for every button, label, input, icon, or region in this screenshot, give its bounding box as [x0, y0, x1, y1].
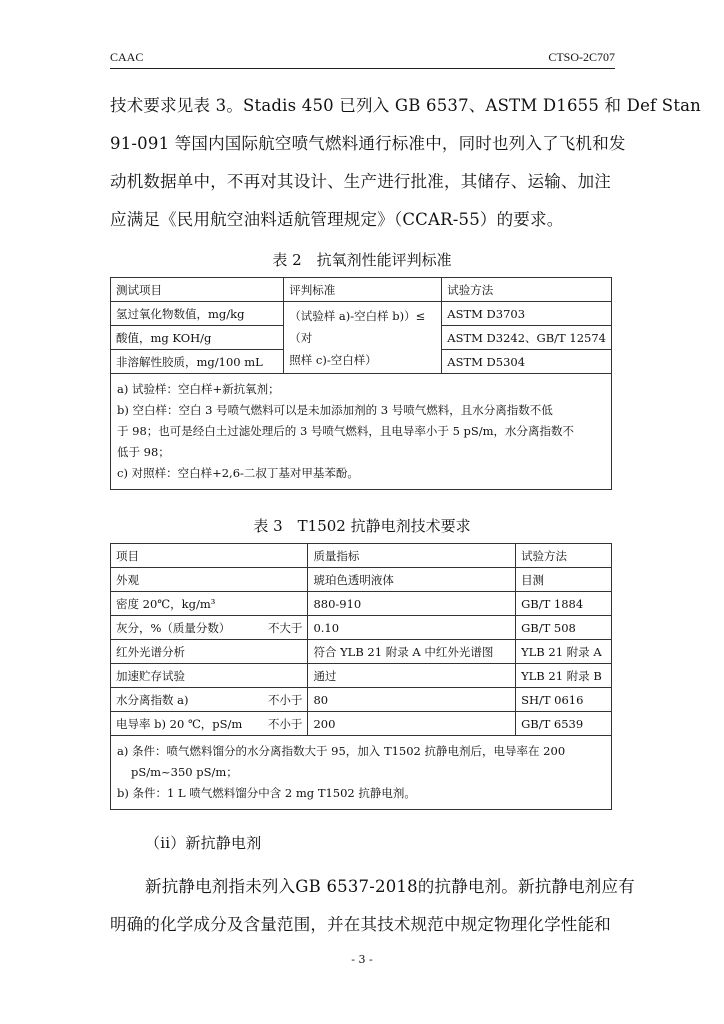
table3-method-cell: GB/T 6539: [516, 712, 612, 736]
table2-notes: [111, 374, 612, 490]
table3-item-cell: [111, 688, 308, 712]
table2-note: 于 98；也可是经白土过滤处理后的 3 号喷气燃料，且电导率小于 5 pS/m，水分离指数不: [117, 424, 575, 438]
table3-item-cell: [111, 712, 308, 736]
table2-method-cell: ASTM D3242、GB/T 12574: [442, 326, 612, 350]
table3-value-cell: 880-910: [308, 592, 516, 616]
table-row: [111, 664, 612, 688]
paragraph1-line: 91-091 等国内国际航空喷气燃料通行标准中，同时也列入了飞机和发: [110, 134, 626, 153]
table3-note: b) 条件：1 L 喷气燃料馏分中含 2 mg T1502 抗静电剂。: [117, 786, 416, 800]
table3-item-cell: [111, 592, 308, 616]
table2-criteria-line: （试验样 a)-空白样 b)）≤（对: [289, 308, 426, 345]
table2-method-cell: ASTM D5304: [442, 350, 612, 374]
table3-method-cell: YLB 21 附录 A: [516, 640, 612, 664]
table2-header-cell: 测试项目: [111, 278, 284, 302]
table3-caption: 表 3 T1502 抗静电剂技术要求: [253, 517, 471, 535]
table3-item-label: 灰分，%（质量分数）: [116, 620, 231, 635]
paragraph1-line: 动机数据单中，不再对其设计、生产进行批准，其储存、运输、加注: [110, 172, 611, 191]
table3-item-label: 加速贮存试验: [116, 668, 185, 683]
table3-method-cell: 目测: [516, 568, 612, 592]
header-right: CTSO-2C707: [548, 50, 615, 64]
paragraph1-line: 应满足《民用航空油料适航管理规定》（CCAR-55）的要求。: [110, 210, 564, 229]
table2-item-cell: 氢过氧化物数值，mg/kg: [111, 302, 284, 326]
table-row: [111, 712, 612, 736]
table3-value-cell: 200: [308, 712, 516, 736]
table2-item-cell: 非溶解性胶质，mg/100 mL: [111, 350, 284, 374]
table3-method-cell: GB/T 1884: [516, 592, 612, 616]
table2-note: b) 空白样：空白 3 号喷气燃料可以是未加添加剂的 3 号喷气燃料，且水分离指数不低: [117, 403, 553, 417]
table3-method-cell: GB/T 508: [516, 616, 612, 640]
table3-header-cell: 质量指标: [308, 544, 516, 568]
table3-note: pS/m~350 pS/m；: [131, 765, 238, 779]
table3-value-cell: 琥珀色透明液体: [308, 568, 516, 592]
table3-method-cell: SH/T 0616: [516, 688, 612, 712]
table-row: [111, 616, 612, 640]
table2-header-cell: 评判标准: [284, 278, 442, 302]
table2-criteria-line: 照样 c)-空白样）: [289, 352, 377, 367]
table3-value-cell: 80: [308, 688, 516, 712]
table3-header-cell: 项目: [111, 544, 308, 568]
table-row: [111, 592, 612, 616]
table3-item-cell: [111, 616, 308, 640]
table3-item-label: 密度 20℃，kg/m³: [116, 596, 216, 611]
table2-note: c) 对照样：空白样+2,6-二叔丁基对甲基苯酚。: [117, 466, 359, 480]
section-heading: （ii）新抗静电剂: [145, 834, 262, 852]
table2-header-row: [111, 278, 612, 302]
header-rule: [110, 68, 615, 69]
table2-notes-row: [111, 374, 612, 490]
table-row: [111, 640, 612, 664]
table3-item-label: 外观: [116, 572, 139, 587]
table3-value-cell: 符合 YLB 21 附录 A 中红外光谱图: [308, 640, 516, 664]
table3-note: a) 条件：喷气燃料馏分的水分离指数大于 95，加入 T1502 抗静电剂后，电导率在 200: [117, 744, 566, 758]
table2: [110, 277, 612, 490]
table2-note: a) 试验样：空白样+新抗氧剂；: [117, 382, 280, 396]
table3-item-label: 电导率 b) 20 ℃，pS/m: [116, 716, 243, 731]
table3-header-cell: 试验方法: [516, 544, 612, 568]
paragraph2-line: 明确的化学成分及含量范围，并在其技术规范中规定物理化学性能和: [110, 915, 611, 934]
table2-caption: 表 2 抗氧剂性能评判标准: [272, 251, 452, 269]
table2-method-cell: ASTM D3703: [442, 302, 612, 326]
table-row: [111, 302, 612, 326]
header-left: CAAC: [110, 50, 144, 64]
table3-notes: [111, 736, 612, 810]
table3-limit-label: 不小于: [267, 692, 303, 707]
table3-header-row: [111, 544, 612, 568]
table3-item-cell: [111, 640, 308, 664]
table2-note: 低于 98；: [117, 445, 170, 459]
table3-limit-label: 不小于: [267, 716, 303, 731]
table3-item-label: 红外光谱分析: [116, 644, 185, 659]
table-row: [111, 688, 612, 712]
table2-item-cell: 酸值，mg KOH/g: [111, 326, 284, 350]
table2-header-cell: 试验方法: [442, 278, 612, 302]
table3-item-cell: [111, 664, 308, 688]
paragraph2-line: 新抗静电剂指未列入GB 6537-2018的抗静电剂。新抗静电剂应有: [145, 877, 635, 896]
paragraph1-line: 技术要求见表 3。Stadis 450 已列入 GB 6537、ASTM D1655 和 Def Stan: [110, 96, 702, 115]
table3: [110, 543, 612, 810]
table3-notes-row: [111, 736, 612, 810]
table2-criteria-cell: [284, 302, 442, 374]
table3-item-label: 水分离指数 a): [116, 692, 189, 707]
table3-item-cell: [111, 568, 308, 592]
table-row: [111, 568, 612, 592]
table3-value-cell: 0.10: [308, 616, 516, 640]
table3-value-cell: 通过: [308, 664, 516, 688]
page-number: - 3 -: [351, 953, 373, 966]
table3-limit-label: 不大于: [267, 620, 303, 635]
table3-method-cell: YLB 21 附录 B: [516, 664, 612, 688]
